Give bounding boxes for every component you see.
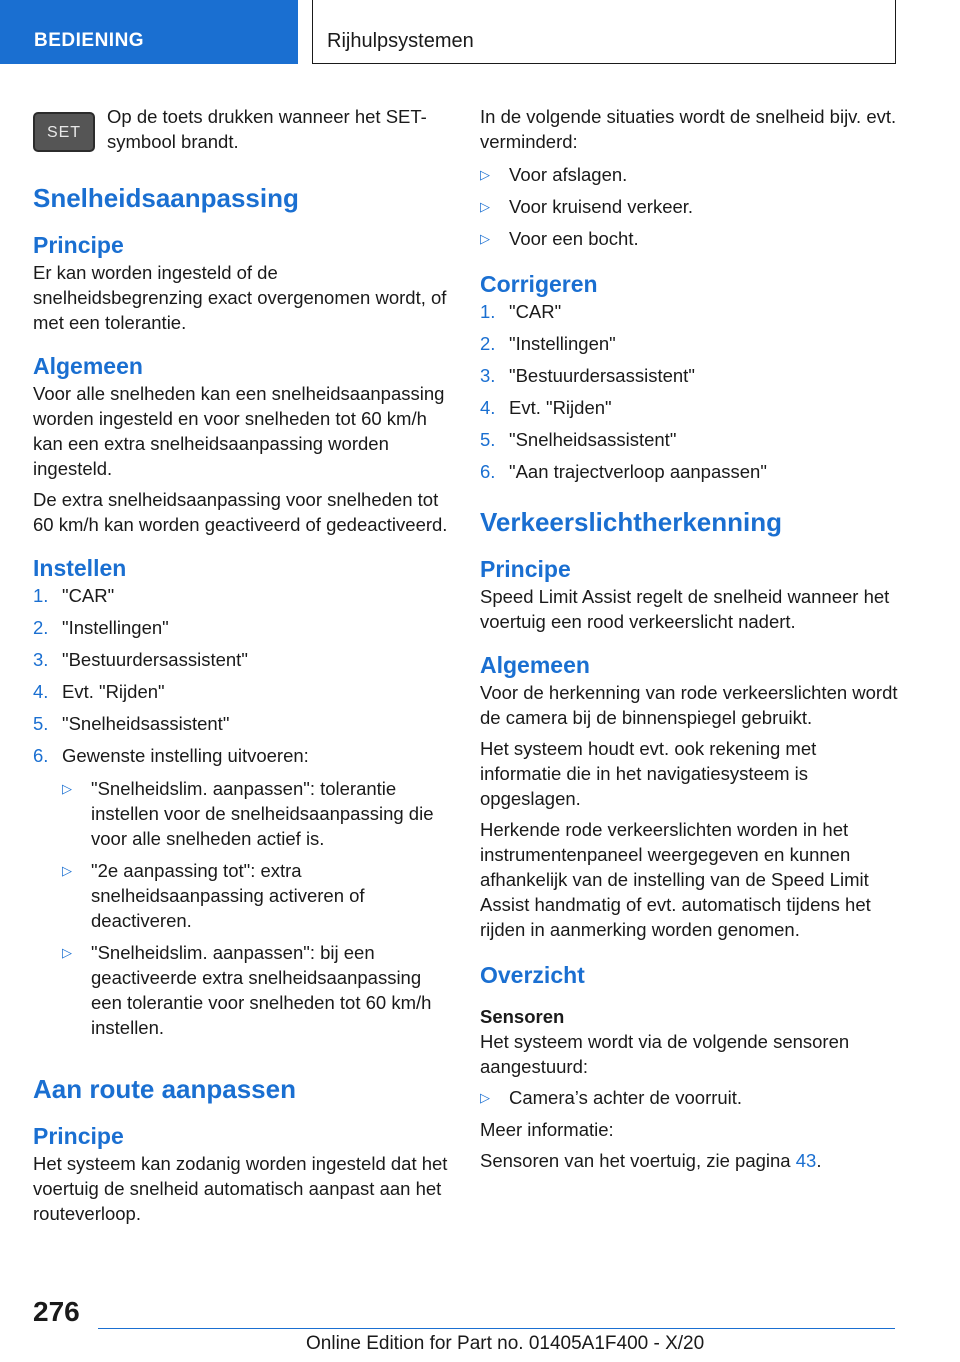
list-item: 6. Gewenste instelling uitvoeren: ▷ "Snelheidslim. aanpassen": tolerantie instellen voor de snelheidsaanpassing die voor alle snelheden actief is. ▷ "2e aanpassing tot": extra snelheidsaanpassing activeren of deactiveren. ▷ "Snelheidslim. aanpassen": bij een geactiveerde extra snelheidsaanpassing een tolerantie voor snelheden tot 60 km/h instellen. <box>33 743 451 1047</box>
heading-principe-3: Principe <box>480 556 571 582</box>
set-button-icon: SET <box>33 112 95 152</box>
list-item: 5. "Snelheidsassistent" <box>33 713 230 734</box>
text-algemeen-2c: Herkende rode verkeerslichten worden in het instrumentenpaneel weergegeven en kunnen afhankelijk van de instelling van de Speed Limit Assist handmatig of evt. automatisch tijdens het rijden in aanmerking worden genomen. <box>480 819 871 940</box>
text-algemeen-2b: Het systeem houdt evt. ook rekening met informatie die in het navigatiesysteem is opgeslagen. <box>480 738 817 809</box>
list-item: 2. "Instellingen" <box>33 617 169 638</box>
text-principe-2: Het systeem kan zodanig worden ingesteld dat het voertuig de snelheid automatisch aanpast aan het routeverloop. <box>33 1153 448 1224</box>
text-principe-1: Er kan worden ingesteld of de snelheidsbegrenzing exact overgenomen wordt, of met een tolerantie. <box>33 262 447 333</box>
heading-algemeen-2: Algemeen <box>480 652 590 678</box>
heading-aan-route-aanpassen: Aan route aanpassen <box>33 1074 296 1104</box>
list-item: 4. Evt. "Rijden" <box>480 397 612 418</box>
situaties-list <box>480 162 898 251</box>
instellen-steps <box>33 583 451 1047</box>
list-item: ▷ "Snelheidslim. aanpassen": tolerantie instellen voor de snelheidsaanpassing die voor alle snelheden actief is. <box>62 778 434 849</box>
list-item: 1. "CAR" <box>480 301 562 322</box>
triangle-bullet-icon: ▷ <box>480 231 490 246</box>
list-item: 6. "Aan trajectverloop aanpassen" <box>480 461 767 482</box>
list-item: 5. "Snelheidsassistent" <box>480 429 677 450</box>
set-instruction <box>33 104 451 154</box>
heading-principe-1: Principe <box>33 232 124 258</box>
heading-snelheidsaanpassing: Snelheidsaanpassing <box>33 183 299 213</box>
list-item: ▷ Voor een bocht. <box>480 228 639 249</box>
list-item: ▷ Voor kruisend verkeer. <box>480 196 694 217</box>
list-item: 2. "Instellingen" <box>480 333 616 354</box>
list-item: ▷ Camera’s achter de voorruit. <box>480 1087 743 1108</box>
heading-corrigeren: Corrigeren <box>480 271 598 297</box>
text-algemeen-1b: De extra snelheidsaanpassing voor snelheden tot 60 km/h kan worden geactiveerd of gedeactiveerd. <box>33 489 448 535</box>
triangle-bullet-icon: ▷ <box>62 863 72 878</box>
list-item: ▷ Voor afslagen. <box>480 164 628 185</box>
page-number: 276 <box>33 1296 80 1327</box>
list-item: 3. "Bestuurdersassistent" <box>33 649 248 670</box>
list-item: 4. Evt. "Rijden" <box>33 681 165 702</box>
text-cross-reference: Sensoren van het voertuig, zie pagina 43. <box>480 1150 822 1171</box>
page-link-43[interactable]: 43 <box>795 1150 817 1171</box>
heading-sensoren: Sensoren <box>480 1006 565 1027</box>
right-column <box>480 104 898 1179</box>
header-section-tab <box>0 0 298 64</box>
heading-instellen: Instellen <box>33 555 127 581</box>
corrigeren-steps <box>480 299 898 484</box>
triangle-bullet-icon: ▷ <box>480 199 490 214</box>
triangle-bullet-icon: ▷ <box>480 167 490 182</box>
text-meer-informatie: Meer informatie: <box>480 1119 614 1140</box>
triangle-bullet-icon: ▷ <box>62 945 72 960</box>
footer-edition: Online Edition for Part no. 01405A1F400 - X/20 <box>306 1333 705 1354</box>
sensoren-list <box>480 1085 898 1110</box>
text-algemeen-2a: Voor de herkenning van rode verkeerslichten wordt de camera bij de binnenspiegel gebruikt. <box>480 682 898 728</box>
heading-algemeen-1: Algemeen <box>33 353 143 379</box>
header-chapter-tab <box>312 0 896 64</box>
list-item: 1. "CAR" <box>33 585 115 606</box>
header-section-label: BEDIENING <box>34 30 145 51</box>
triangle-bullet-icon: ▷ <box>62 781 72 796</box>
list-item: ▷ "2e aanpassing tot": extra snelheidsaanpassing activeren of deactiveren. <box>62 860 365 931</box>
heading-overzicht: Overzicht <box>480 962 585 988</box>
text-sensoren: Het systeem wordt via de volgende sensoren aangestuurd: <box>480 1031 850 1077</box>
instellen-sub-bullets <box>62 776 451 1040</box>
list-item: ▷ "Snelheidslim. aanpassen": bij een geactiveerde extra snelheidsaanpassing een tolerantie voor snelheden tot 60 km/h instellen. <box>62 942 432 1038</box>
header-chapter-label: Rijhulpsystemen <box>327 30 474 52</box>
text-situaties: In de volgende situaties wordt de snelheid bijv. evt. verminderd: <box>480 106 897 152</box>
set-instruction-text: Op de toets drukken wanneer het SET-symbool brandt. <box>107 106 427 152</box>
footer-divider <box>98 1328 895 1329</box>
text-algemeen-1a: Voor alle snelheden kan een snelheidsaanpassing worden ingesteld en voor snelheden tot 60 km/h kan een extra snelheidsaanpassing worden ingesteld. <box>33 383 445 479</box>
text-principe-3: Speed Limit Assist regelt de snelheid wanneer het voertuig een rood verkeerslicht nadert. <box>480 586 890 632</box>
heading-principe-2: Principe <box>33 1123 124 1149</box>
heading-verkeerslichtherkenning: Verkeerslichtherkenning <box>480 507 783 537</box>
left-column <box>33 104 451 1232</box>
list-item: 3. "Bestuurdersassistent" <box>480 365 695 386</box>
triangle-bullet-icon: ▷ <box>480 1090 490 1105</box>
